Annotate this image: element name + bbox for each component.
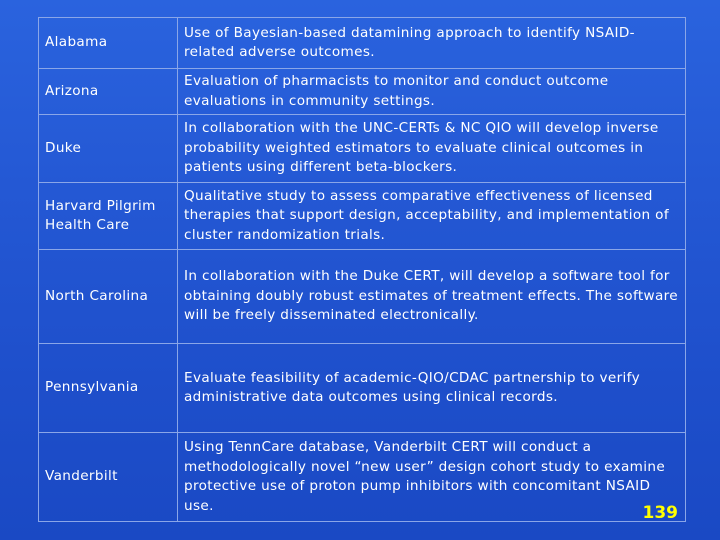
project-description-cell: Evaluation of pharmacists to monitor and conduct outcome evaluations in community settings. <box>178 69 686 115</box>
page-number: 139 <box>642 503 678 523</box>
project-description-cell: In collaboration with the Duke CERT, will develop a software tool for obtaining doubly robust estimates of treatment effects. The software will be freely disseminated electronically. <box>178 250 686 344</box>
project-description-cell: Using TennCare database, Vanderbilt CERT will conduct a methodologically novel “new user” design cohort study to examine protective use of proton pump inhibitors with concomitant NSAID use. <box>178 433 686 522</box>
table-row <box>39 183 686 250</box>
project-description-cell: In collaboration with the UNC-CERTs & NC QIO will develop inverse probability weighted estimators to evaluate clinical outcomes in patients using different beta-blockers. <box>178 115 686 183</box>
table-row <box>39 115 686 183</box>
site-name-cell: Duke <box>39 115 178 183</box>
project-description-cell: Qualitative study to assess comparative effectiveness of licensed therapies that support design, acceptability, and implementation of cluster randomization trials. <box>178 183 686 250</box>
site-name-cell: North Carolina <box>39 250 178 344</box>
site-name-cell: Vanderbilt <box>39 433 178 522</box>
site-name-cell: Harvard Pilgrim Health Care <box>39 183 178 250</box>
table-row <box>39 18 686 69</box>
project-description-cell: Evaluate feasibility of academic-QIO/CDAC partnership to verify administrative data outcomes using clinical records. <box>178 344 686 433</box>
table-row <box>39 344 686 433</box>
table-row <box>39 250 686 344</box>
site-name-cell: Pennsylvania <box>39 344 178 433</box>
site-name-cell: Alabama <box>39 18 178 69</box>
site-name-cell: Arizona <box>39 69 178 115</box>
project-description-cell: Use of Bayesian-based datamining approach to identify NSAID-related adverse outcomes. <box>178 18 686 69</box>
table-row <box>39 69 686 115</box>
projects-table <box>38 17 686 522</box>
table-row <box>39 433 686 522</box>
